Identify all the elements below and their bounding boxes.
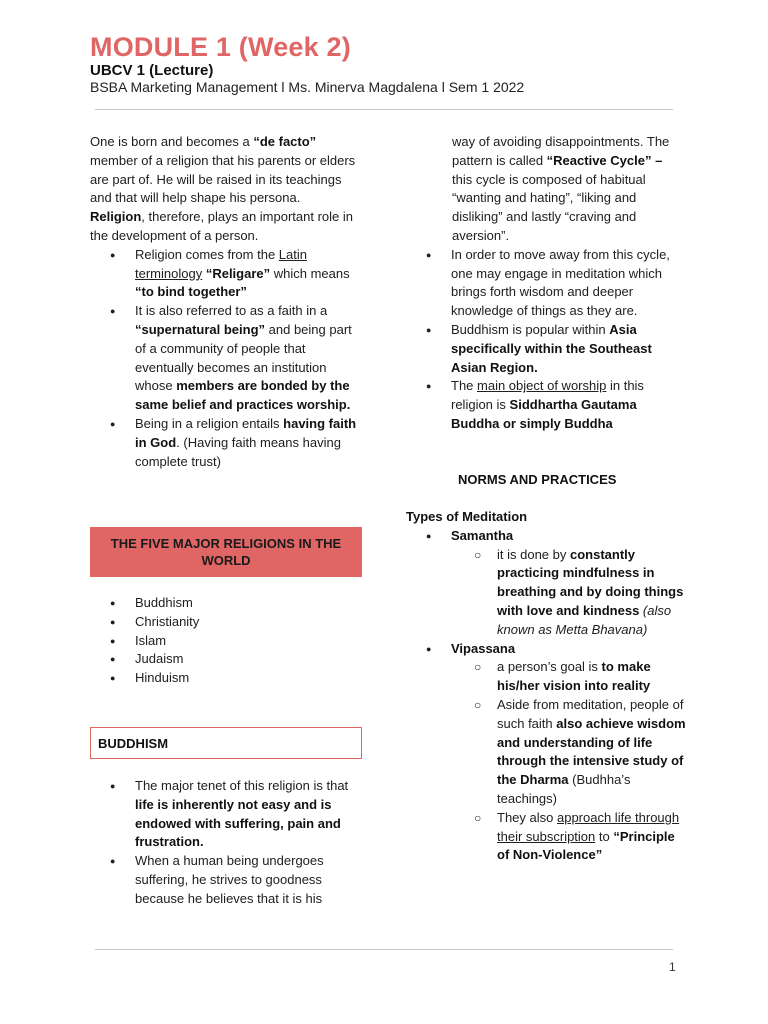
bullet-asia: ● Buddhism is popular within Asia specifically within the Southeast Asian Region. <box>406 321 686 377</box>
footer-divider <box>95 949 673 950</box>
vipassana-wisdom: ○ Aside from meditation, people of such faith also achieve wisdom and understanding of life through the intensive study of the Dharma (Budhha’s teachings) <box>406 696 688 809</box>
list-item: ● Hinduism <box>90 669 365 688</box>
page-number: 1 <box>669 960 676 974</box>
right-column <box>406 133 686 434</box>
bullet-supernatural-being: ● It is also referred to as a faith in a “supernatural being” and being part of a community of people that eventually becomes an institution whose members are bonded by the same belief and practices worship. <box>90 302 365 415</box>
list-item: ● Islam <box>90 632 365 651</box>
samantha-item: ● Samantha <box>406 527 688 546</box>
list-item: ● Christianity <box>90 613 365 632</box>
bullet-latin-origin: ● Religion comes from the Latin terminology “Religare” which means “to bind together” <box>90 246 365 302</box>
buddhism-tenets <box>90 777 365 909</box>
bullet-major-tenet: ● The major tenet of this religion is that life is inherently not easy and is endowed with suffering, pain and frustration. <box>90 777 365 852</box>
religion-paragraph: Religion, therefore, plays an important role in the development of a person. <box>90 209 354 243</box>
bullet-object-of-worship: ● The main object of worship in this religion is Siddhartha Gautama Buddha or simply Buddha <box>406 377 686 433</box>
buddhism-heading-box: BUDDHISM <box>90 727 362 759</box>
bullet-suffering: ● When a human being undergoes suffering, he strives to goodness because he believes that it is his <box>90 852 365 908</box>
module-title: MODULE 1 (Week 2) <box>90 32 351 62</box>
meditation-types <box>406 508 688 865</box>
norms-and-practices-heading: NORMS AND PRACTICES <box>458 472 617 487</box>
list-item: ● Buddhism <box>90 594 365 613</box>
vipassana-goal: ○ a person’s goal is to make his/her vision into reality <box>406 658 688 696</box>
types-of-meditation-heading: Types of Meditation <box>406 509 528 524</box>
bullet-meditation: ● In order to move away from this cycle, one may engage in meditation which brings forth wisdom and deeper knowledge of things as they are. <box>406 246 686 321</box>
header-divider <box>95 109 673 110</box>
course-subtitle: UBCV 1 (Lecture) <box>90 62 214 79</box>
religions-list <box>90 594 365 688</box>
list-item: ● Judaism <box>90 650 365 669</box>
vipassana-non-violence: ○ They also approach life through their subscription to “Principle of Non-Violence” <box>406 809 688 865</box>
five-major-religions-box: THE FIVE MAJOR RELIGIONS IN THE WORLD <box>90 527 362 577</box>
bullet-faith-in-god: ● Being in a religion entails having faith in God. (Having faith means having complete trust) <box>90 415 365 471</box>
samantha-detail: ○ it is done by constantly practicing mindfulness in breathing and by doing things with love and kindness (also known as Metta Bhavana) <box>406 546 688 640</box>
course-meta: BSBA Marketing Management l Ms. Minerva Magdalena l Sem 1 2022 <box>90 79 525 95</box>
left-column <box>90 133 365 471</box>
vipassana-item: ● Vipassana <box>406 640 688 659</box>
reactive-cycle-paragraph: way of avoiding disappointments. The pattern is called “Reactive Cycle” – this cycle is composed of habitual “wanting and hating”, “liking and disliking” and lastly “craving and aversion”. <box>452 134 670 243</box>
intro-paragraph: One is born and becomes a “de facto” member of a religion that his parents or elders are part of. He will be raised in its teachings and that will help shape his persona. <box>90 134 356 206</box>
